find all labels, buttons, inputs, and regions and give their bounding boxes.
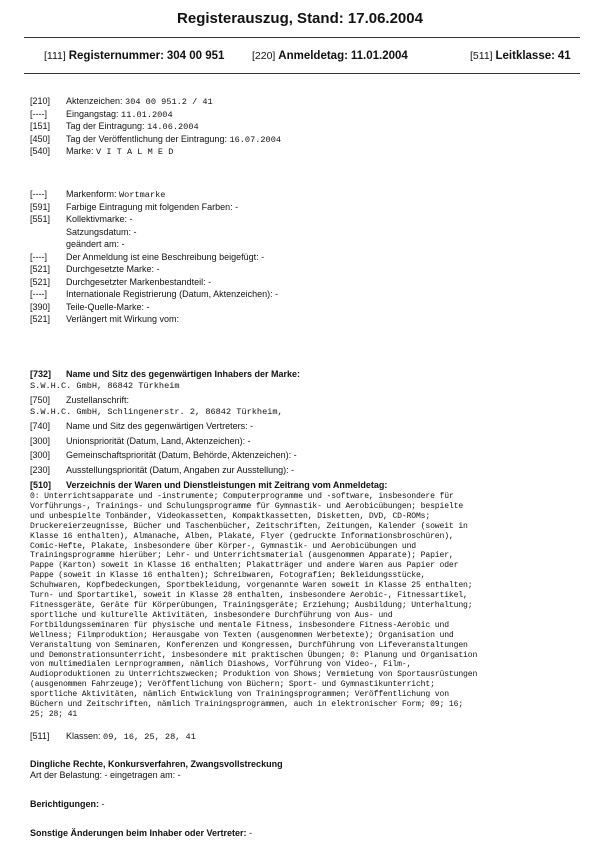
field-code: [521] — [30, 276, 51, 287]
field-code: [450] — [30, 133, 51, 144]
field-code: [----] — [30, 189, 47, 199]
header-top-divider — [24, 37, 580, 38]
field-label: Teile-Quelle-Marke: — [66, 301, 147, 312]
field-code: [540] — [30, 146, 51, 156]
field-label: Tag der Veröffentlichung der Eintragung: — [66, 133, 230, 144]
field-label: Internationale Registrierung (Datum, Aktenzeichen): — [66, 289, 276, 299]
field-value: Wortmarke — [119, 190, 166, 200]
goods-line: Trainingsprogramme hierüber; Lehr- und Unterrichtsmaterial (ausgenommen Apparate); Papier, — [30, 551, 454, 561]
field-label: Durchgesetzte Marke: — [66, 264, 157, 274]
field-value: - — [146, 301, 150, 312]
field-row — [30, 302, 150, 313]
filing-date — [252, 50, 408, 62]
field-value: - — [133, 226, 137, 237]
goods-line: (ausgenommen Fahrzeuge); Veröffentlichung von Büchern; Sport- und Gymnastikunterricht; — [30, 680, 435, 690]
goods-line: Comic-Hefte, Plakate, insbesondere über Körper-, Gymnastik- und Aerobicübungen und — [30, 541, 416, 551]
anm-label: Anmeldetag: — [278, 50, 348, 62]
goods-line: 0: Unterrichtsapparate und -instrumente; Computerprogramme und -software, insbesondere für — [30, 492, 454, 501]
goods-line: Pappe (Karton) soweit in Klasse 16 enthalten; Plakatträger und andere Waren aus Papier oder — [30, 561, 459, 571]
goods-line: von multimedialen Lernprogrammen, nämlich Diashows, Vorführung von Video-, Film-, — [30, 660, 412, 670]
reg-code: [111] — [44, 50, 66, 62]
address-value: S.W.H.C. GmbH, Schlingenerstr. 2, 86842 Türkheim, — [30, 407, 283, 417]
classes-value: 09, 16, 25, 28, 41 — [103, 732, 196, 742]
address-label-row — [30, 395, 129, 406]
field-value: - — [235, 201, 239, 212]
leit-value: 41 — [557, 50, 571, 62]
reg-label: Registernummer: — [68, 50, 164, 62]
field-row — [30, 277, 211, 288]
field-label: Markenform: — [66, 189, 120, 199]
field-label: Zustellanschrift: — [66, 395, 130, 405]
goods-line: Pappe (soweit in Klasse 16 enthalten); Schreibwaren, Fotografien; Bekleidungsstücke, — [30, 571, 426, 581]
goods-line: Wellness; Filmproduktion; Herausgabe von Texten (ausgenommen Werbetexte); Organisation und — [30, 630, 454, 640]
field-label: Der Anmeldung ist eine Beschreibung beigefügt: — [66, 251, 262, 262]
goods-label-row — [30, 480, 387, 491]
field-code: [521] — [30, 264, 51, 274]
goods-line: Druckereierzeugnisse, Bücher und Taschenbücher, Zeitschriften, Zeitungen, Kalender (soweit in — [30, 521, 468, 531]
corrections-value: - — [101, 799, 105, 809]
field-label: Unionspriorität (Datum, Land, Aktenzeichen): — [66, 435, 248, 446]
goods-line: 25; 28; 41 — [30, 709, 78, 719]
page-title: Registerauszug, Stand: 17.06.2004 — [177, 10, 423, 27]
field-row — [30, 214, 133, 225]
goods-line: und unbespielte Tonbänder, Videokassetten, Kompaktkassetten, Disketten, DVD, CD-ROMs; — [30, 511, 431, 521]
classes-row — [30, 731, 196, 743]
field-row — [30, 436, 251, 447]
reg-value: 304 00 951 — [166, 50, 225, 62]
field-row — [66, 239, 125, 250]
field-code: [230] — [30, 464, 51, 475]
field-code: [732] — [30, 369, 52, 379]
field-code: [511] — [30, 731, 50, 741]
field-code: [390] — [30, 301, 51, 312]
field-value: - — [250, 421, 254, 431]
field-value: - — [293, 450, 297, 460]
field-label: Gemeinschaftspriorität (Datum, Behörde, Aktenzeichen): — [66, 450, 294, 460]
field-code: [151] — [30, 121, 51, 131]
leit-label: Leitklasse: — [495, 50, 555, 62]
rights-title: Dingliche Rechte, Konkursverfahren, Zwangsvollstreckung — [30, 759, 283, 769]
field-row — [30, 189, 165, 201]
field-code: [----] — [30, 251, 47, 262]
field-code: [----] — [30, 108, 47, 119]
goods-line: Schuhwaren, Kopfbedeckungen, Sportbekleidung, vorgenannte Waren soweit in Klasse 25 enthalten; — [30, 581, 473, 591]
field-label: Farbige Eintragung mit folgenden Farben: — [66, 201, 236, 212]
field-label: Kollektivmarke: — [66, 214, 130, 224]
field-row — [30, 96, 213, 108]
field-label: Verlängert mit Wirkung vom: — [66, 314, 180, 324]
field-row — [30, 134, 281, 146]
field-code: [----] — [30, 289, 47, 299]
field-value: 11.01.2004 — [121, 109, 173, 120]
field-value: - — [129, 214, 133, 224]
goods-line: Audioproduktionen zu Unterrichtszwecken; Produktion von Shows; Vermietung von Sportausrüstungen — [30, 670, 478, 680]
field-label: Name und Sitz des gegenwärtigen Vertreters: — [66, 421, 251, 431]
goods-line: Veranstaltung von Seminaren, Konferenzen und Kongressen, Durchführung von Lifeveranstaltungen — [30, 640, 468, 650]
field-row — [30, 450, 297, 461]
field-value: - — [275, 289, 279, 299]
field-label: Durchgesetzter Markenbestandteil: — [66, 276, 209, 287]
field-row — [30, 264, 160, 275]
field-value: - — [121, 239, 125, 249]
rights-subline: Art der Belastung: - eingetragen am: - — [30, 770, 181, 780]
field-code: [750] — [30, 395, 51, 405]
field-label: geändert am: — [66, 239, 122, 249]
field-label: Klassen: — [66, 731, 101, 741]
goods-line: sportliche Aktivitäten, nämlich Entwicklung von Trainingsprogrammen; Veröffentlichung von — [30, 690, 449, 700]
field-row — [30, 202, 238, 213]
goods-services-list — [30, 492, 590, 720]
field-value: 304 00 951.2 / 41 — [125, 97, 213, 107]
field-value: 16.07.2004 — [229, 134, 282, 145]
field-code: [551] — [30, 214, 51, 224]
field-label: Marke: — [66, 146, 97, 156]
field-value: - — [208, 276, 212, 287]
leit-code: [511] — [470, 50, 493, 62]
goods-line: Büchern und Zeitschriften, nämlich Trainingsprogrammen, auch in elektronischer Form; 09; 16; — [30, 700, 464, 710]
field-row — [30, 252, 264, 263]
goods-line: Turn- und Sportartikel, soweit in Klasse 28 enthalten, insbesondere Aerobic-, Fitnessartikel, — [30, 591, 468, 601]
lead-class — [470, 50, 571, 62]
field-row — [66, 227, 137, 238]
field-value: - — [247, 435, 251, 446]
field-code: [591] — [30, 201, 51, 212]
field-value: 14.06.2004 — [147, 122, 199, 132]
field-value: - — [291, 464, 295, 475]
goods-line: Fitnessgeräte, Geräte für Körperübungen, Trainingsgeräte; Erziehung; Ausbildung; Unterhaltung; — [30, 600, 473, 610]
field-label: Eingangstag: — [66, 108, 122, 119]
field-code: [300] — [30, 435, 51, 446]
field-value: - — [261, 251, 265, 262]
field-code: [510] — [30, 480, 52, 490]
field-code: [210] — [30, 96, 51, 106]
field-label: Name und Sitz des gegenwärtigen Inhabers der Marke: — [66, 369, 301, 379]
changes-label: Sonstige Änderungen beim Inhaber oder Vertreter: — [30, 828, 247, 838]
field-code: [300] — [30, 450, 51, 460]
anm-value: 11.01.2004 — [350, 50, 408, 62]
goods-line: Vorführungs-, Trainings- und Schulungsprogramme für Gymnastik- und Aerobicübungen; bespielte — [30, 501, 464, 511]
owner-value: S.W.H.C. GmbH, 86842 Türkheim — [30, 381, 180, 391]
changes-value: - — [249, 828, 253, 838]
field-value: - — [156, 264, 160, 274]
field-code: [740] — [30, 421, 51, 431]
field-code: [521] — [30, 314, 51, 324]
goods-line: Klasse 16 enthalten), Almanache, Alben, Plakate, Flyer (gedruckte Informationsbroschüren), — [30, 531, 454, 541]
registration-number — [44, 50, 224, 62]
field-row — [30, 421, 253, 432]
field-row — [30, 121, 199, 133]
corrections-row — [30, 799, 105, 810]
anm-code: [220] — [252, 50, 276, 62]
goods-line: und Demonstrationsunterricht, insbesondere mit praktischen Übungen; 0: Planung und Organisation — [30, 650, 478, 660]
field-row — [30, 146, 173, 158]
field-row — [30, 465, 294, 476]
field-row — [30, 314, 179, 325]
header-bottom-divider — [24, 73, 580, 74]
field-value: V I T A L M E D — [96, 147, 174, 157]
goods-line: sportliche und kulturelle Aktivitäten, insbesondere Durchführung von Aus- und — [30, 610, 393, 620]
corrections-label: Berichtigungen: — [30, 799, 99, 809]
field-row — [30, 109, 173, 121]
field-label: Aktenzeichen: — [66, 96, 126, 106]
field-row — [30, 289, 278, 300]
goods-line: Fortbildungsseminaren für physische und mentale Fitness, insbesondere Fitness-Aerobic und — [30, 620, 449, 630]
field-label: Satzungsdatum: — [66, 226, 134, 237]
field-label: Tag der Eintragung: — [66, 121, 148, 131]
field-label: Verzeichnis der Waren und Dienstleistungen mit Zeitrang vom Anmeldetag: — [66, 480, 388, 490]
owner-label-row — [30, 369, 300, 380]
field-label: Ausstellungspriorität (Datum, Angaben zur Ausstellung): — [66, 464, 292, 475]
changes-row — [30, 828, 252, 839]
